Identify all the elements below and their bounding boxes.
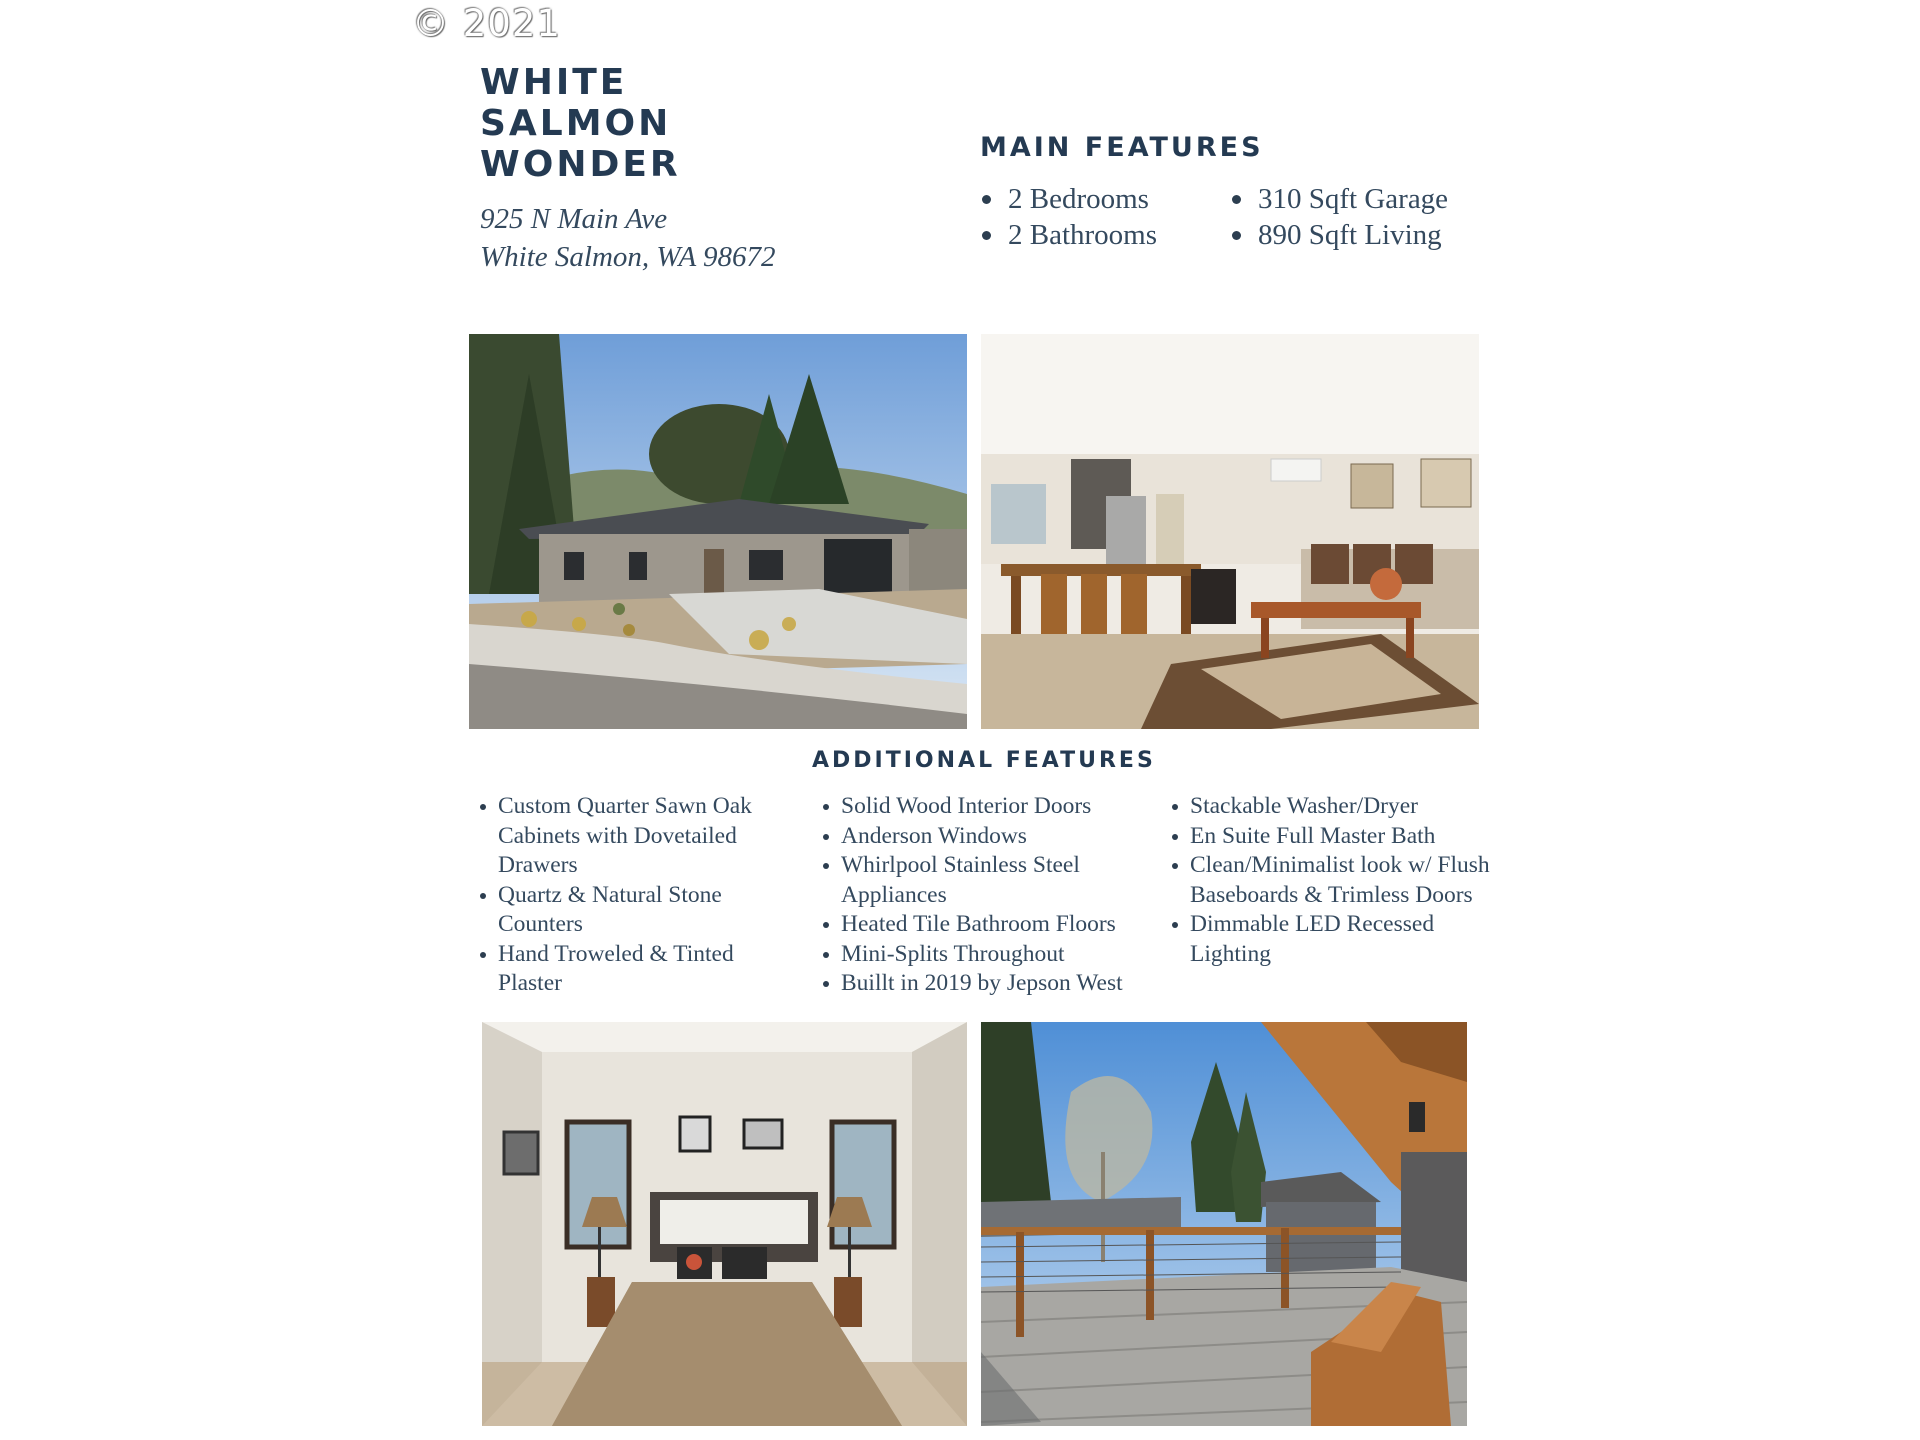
additional-features-column-3 xyxy=(1172,792,1490,969)
feature-item: Whirlpool Stainless Steel Appliances xyxy=(823,851,1143,910)
feature-item: Heated Tile Bathroom Floors xyxy=(823,910,1143,940)
feature-item: Solid Wood Interior Doors xyxy=(823,792,1143,822)
title-line: SALMON xyxy=(480,103,672,144)
feature-item: Clean/Minimalist look w/ Flush Baseboards & Trimless Doors xyxy=(1172,851,1490,910)
deck-photo xyxy=(981,1022,1467,1426)
title-line: WHITE xyxy=(480,62,628,103)
feature-item: En Suite Full Master Bath xyxy=(1172,822,1490,852)
title-line: WONDER xyxy=(480,144,681,185)
additional-features-column-1 xyxy=(480,792,785,999)
feature-item: 2 Bedrooms xyxy=(980,181,1157,217)
additional-features-column-2 xyxy=(823,792,1143,999)
feature-item: Mini-Splits Throughout xyxy=(823,940,1143,970)
main-features-heading: MAIN FEATURES xyxy=(980,132,1264,163)
feature-item: Anderson Windows xyxy=(823,822,1143,852)
address-street: 925 N Main Ave xyxy=(480,203,668,235)
address-city: White Salmon, WA 98672 xyxy=(480,241,776,273)
copyright-watermark: © 2021 xyxy=(412,2,561,45)
property-address xyxy=(480,200,775,276)
living-room-photo xyxy=(981,334,1479,729)
listing-title xyxy=(480,62,681,185)
feature-item: Buillt in 2019 by Jepson West xyxy=(823,969,1143,999)
additional-features-heading: ADDITIONAL FEATURES xyxy=(812,748,1156,773)
feature-item: Dimmable LED Recessed Lighting xyxy=(1172,910,1490,969)
feature-item: Custom Quarter Sawn Oak Cabinets with Dovetailed Drawers xyxy=(480,792,785,881)
bedroom-photo xyxy=(482,1022,967,1426)
main-features-list-right xyxy=(1230,181,1448,253)
feature-item: 2 Bathrooms xyxy=(980,217,1157,253)
feature-item: Quartz & Natural Stone Counters xyxy=(480,881,785,940)
feature-item: 310 Sqft Garage xyxy=(1230,181,1448,217)
main-features-list-left xyxy=(980,181,1157,253)
feature-item: Hand Troweled & Tinted Plaster xyxy=(480,940,785,999)
feature-item: Stackable Washer/Dryer xyxy=(1172,792,1490,822)
house-exterior-photo xyxy=(469,334,967,729)
feature-item: 890 Sqft Living xyxy=(1230,217,1448,253)
